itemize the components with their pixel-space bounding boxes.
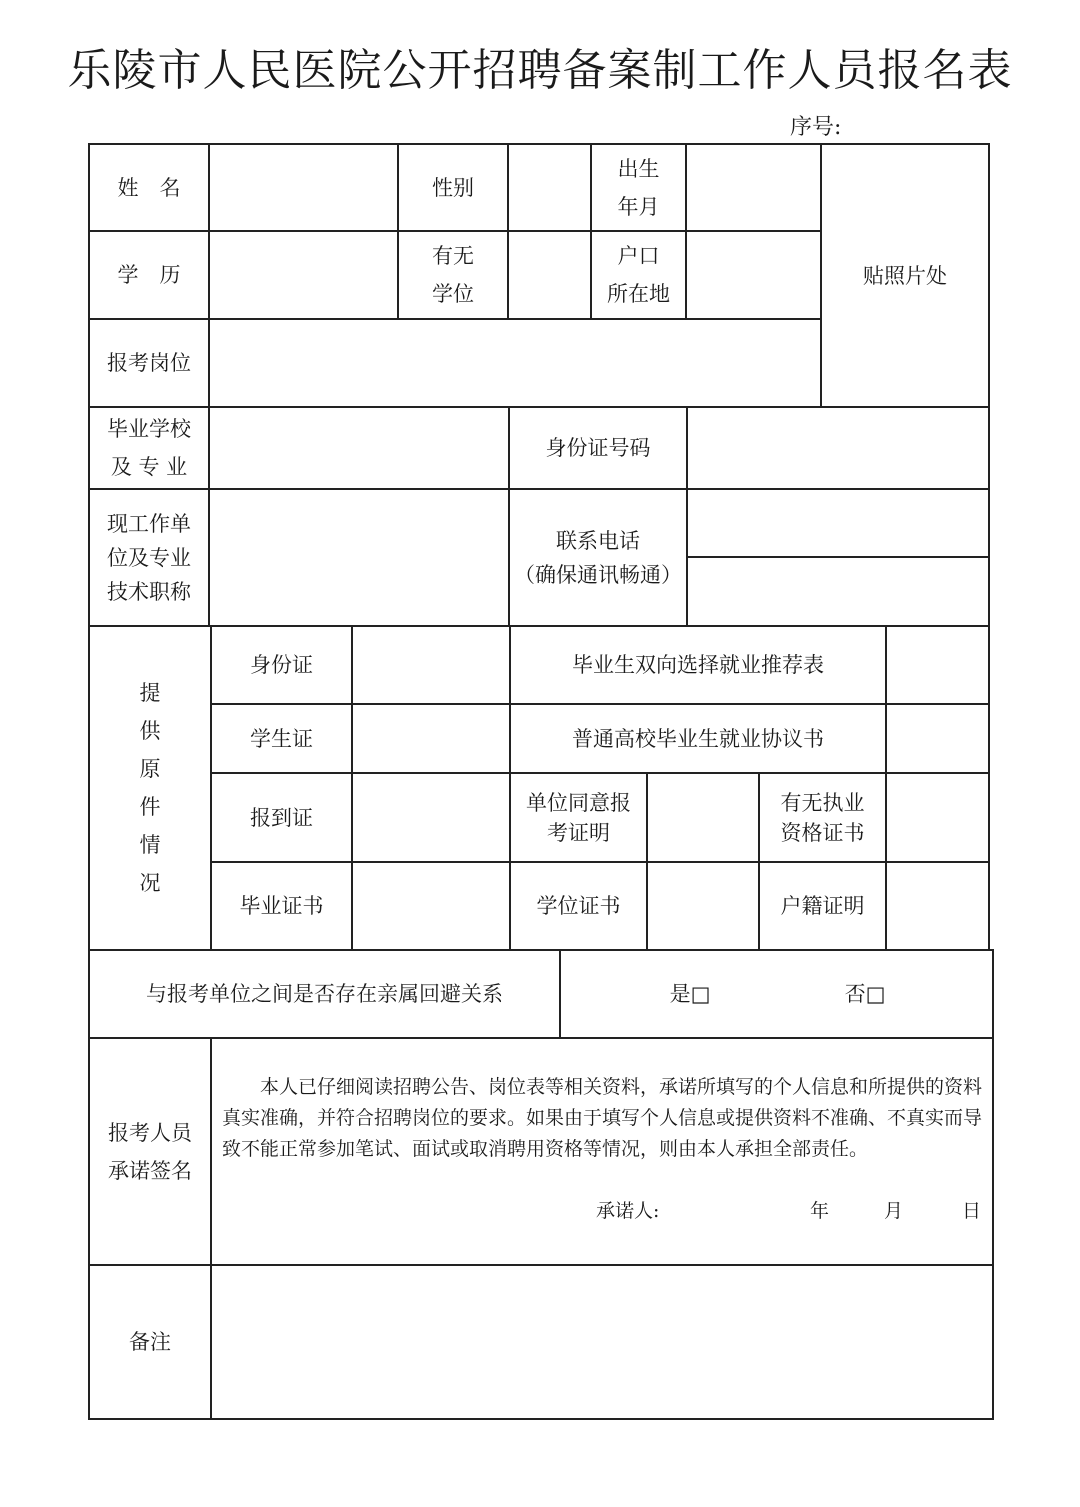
hukou-field[interactable] bbox=[687, 232, 820, 318]
degree-label: 有无 学位 bbox=[432, 244, 474, 306]
household-label: 户籍证明 bbox=[780, 894, 865, 918]
birth-field[interactable] bbox=[687, 145, 820, 230]
license-label: 有无执业 资格证书 bbox=[780, 790, 865, 845]
photo-area: 贴照片处 bbox=[863, 263, 947, 288]
signer-label: 承诺人: bbox=[596, 1200, 660, 1222]
serial-number-label: 序号: bbox=[790, 115, 842, 140]
name-label: 姓 名 bbox=[117, 175, 181, 200]
birth-label: 出生 年月 bbox=[617, 156, 660, 219]
license-check[interactable] bbox=[887, 774, 988, 861]
avoidance-label: 与报考单位之间是否存在亲属回避关系 bbox=[146, 982, 503, 1006]
school-field[interactable] bbox=[210, 408, 508, 488]
position-label: 报考岗位 bbox=[107, 351, 191, 375]
id-number-field[interactable] bbox=[688, 408, 988, 488]
student-card-label: 学生证 bbox=[250, 726, 313, 751]
page-title: 乐陵市人民医院公开招聘备案制工作人员报名表 bbox=[67, 45, 1013, 96]
originals-label: 提 供 原 件 情 况 bbox=[139, 681, 161, 895]
school-label: 毕业学校 及 专 业 bbox=[107, 417, 191, 479]
no-checkbox[interactable]: 否□ bbox=[844, 982, 886, 1006]
unit-consent-label: 单位同意报 考证明 bbox=[526, 790, 631, 845]
agreement-label: 普通高校毕业生就业协议书 bbox=[572, 726, 824, 751]
id-number-label: 身份证号码 bbox=[545, 436, 651, 460]
diploma-check[interactable] bbox=[353, 863, 509, 949]
degree-cert-label: 学位证书 bbox=[536, 894, 621, 918]
remarks-label: 备注 bbox=[129, 1330, 171, 1354]
month-label: 月 bbox=[884, 1200, 904, 1222]
id-card-check[interactable] bbox=[353, 627, 509, 703]
hukou-label: 户口 所在地 bbox=[607, 244, 670, 306]
declaration-text: 本人已仔细阅读招聘公告、岗位表等相关资料，承诺所填写的个人信息和所提供的资料真实准确，并符合招聘岗位的要求。如果由于填写个人信息或提供资料不准确、不真实而导致不能正常参加笔试、面试或取消聘用资格等情况，则由本人承担全部责任。 bbox=[222, 1076, 983, 1160]
gender-field[interactable] bbox=[509, 145, 590, 230]
work-unit-field[interactable] bbox=[210, 490, 508, 625]
remarks-field[interactable] bbox=[212, 1266, 992, 1418]
student-card-check[interactable] bbox=[353, 705, 509, 772]
degree-cert-check[interactable] bbox=[648, 863, 758, 949]
phone-field-1[interactable] bbox=[688, 490, 988, 556]
year-label: 年 bbox=[810, 1200, 830, 1222]
household-check[interactable] bbox=[887, 863, 988, 949]
recommend-form-label: 毕业生双向选择就业推荐表 bbox=[572, 653, 824, 677]
gender-label: 性别 bbox=[432, 175, 474, 200]
degree-field[interactable] bbox=[509, 232, 590, 318]
report-card-label: 报到证 bbox=[250, 805, 313, 830]
day-label: 日 bbox=[962, 1200, 982, 1222]
report-card-check[interactable] bbox=[353, 774, 509, 861]
phone-label: 联系电话 （确保通讯畅通） bbox=[514, 528, 682, 587]
unit-consent-check[interactable] bbox=[648, 774, 758, 861]
position-field[interactable] bbox=[210, 320, 820, 406]
name-field[interactable] bbox=[210, 145, 397, 230]
promise-label: 报考人员 承诺签名 bbox=[108, 1120, 192, 1183]
recommend-form-check[interactable] bbox=[887, 627, 988, 703]
phone-field-2[interactable] bbox=[688, 558, 988, 625]
diploma-label: 毕业证书 bbox=[239, 894, 324, 918]
education-label: 学 历 bbox=[117, 263, 181, 287]
yes-checkbox[interactable]: 是□ bbox=[669, 982, 711, 1006]
agreement-check[interactable] bbox=[887, 705, 988, 772]
id-card-label: 身份证 bbox=[250, 653, 313, 677]
work-unit-label: 现工作单 位及专业 技术职称 bbox=[107, 511, 191, 604]
education-field[interactable] bbox=[210, 232, 397, 318]
